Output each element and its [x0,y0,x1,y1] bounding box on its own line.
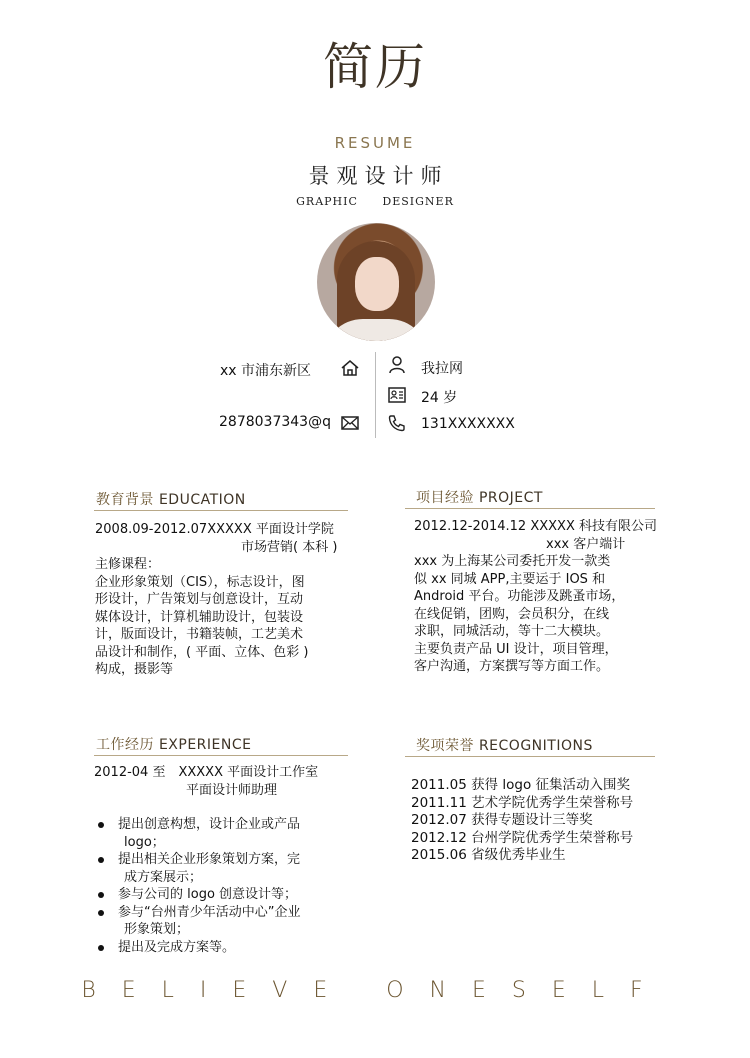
experience-bullets [94,816,354,956]
job-title-en: GRAPHIC DESIGNER [296,195,454,208]
education-course-6: 构成，摄影等 [95,662,174,677]
id-card-icon [387,385,407,405]
project-rule [405,508,655,509]
project-line2: xxx 客户端计 [546,536,626,552]
contact-age: 24 岁 [421,390,458,406]
experience-line1: 2012-04 至 XXXXX 平面设计工作室 [94,765,319,780]
experience-title-en: EXPERIENCE [158,737,252,753]
recognition-item: 2015.06 省级优秀毕业生 [411,847,566,863]
project-title-cn: 项目经验 [416,490,474,506]
project-desc-5: 求职，同城活动，等十二大模块。 [414,624,610,639]
contact-name: 我拉网 [421,361,463,377]
recognition-item: 2012.12 台州学院优秀学生荣誉称号 [411,829,634,846]
education-body [95,521,353,679]
education-course-label: 主修课程： [95,557,161,572]
project-line1: 2012.12-2014.12 XXXXX 科技有限公司 [414,519,658,534]
education-rule [94,510,348,511]
avatar-photo [317,223,435,341]
education-title-en: EDUCATION [158,492,246,508]
recognitions-title-en: RECOGNITIONS [478,738,593,754]
contact-divider [375,352,376,438]
experience-title-cn: 工作经历 [96,737,154,753]
recognitions-rule [405,756,655,757]
education-course-1: 企业形象策划（CIS），标志设计，图 [95,574,305,590]
education-title-cn: 教育背景 [96,492,154,508]
project-body [414,518,664,676]
experience-rule [94,755,348,756]
education-line1: 2008.09-2012.07XXXXX 平面设计学院 [95,522,334,537]
recognition-item: 2012.07 获得专题设计三等奖 [411,812,593,828]
home-icon [340,358,360,378]
project-desc-4: 在线促销，团购，会员积分，在线 [414,606,610,622]
education-title [96,489,246,509]
education-line2: 市场营销( 本科 ) [241,539,338,555]
contact-phone: 131XXXXXXX [421,416,515,432]
education-course-3: 媒体设计，计算机辅助设计，包装设 [95,609,304,625]
recognitions-list [411,777,661,865]
recognitions-title-cn: 奖项荣誉 [416,738,474,754]
recognition-item: 2011.05 获得 logo 征集活动入围奖 [411,777,631,793]
education-course-5: 品设计和制作，( 平面、立体、色彩 ) [95,644,309,660]
recognitions-title [416,735,593,755]
project-title [416,487,543,507]
list-item: 参与公司的 logo 创意设计等； [94,886,354,904]
job-title: 景观设计师 [308,164,449,188]
project-desc-2: 似 xx 同城 APP,主要运于 IOS 和 [414,571,606,587]
project-desc-1: xxx 为上海某公司委托开发一款类 [414,554,611,569]
list-item: 提出创意构想，设计企业或产品 logo； [94,816,354,851]
education-course-4: 计，版面设计，书籍装帧，工艺美术 [95,627,304,642]
contact-email: 2878037343@q [219,414,331,430]
logo-subtitle: RESUME [334,134,416,152]
experience-body [94,764,354,799]
logo-title: 简历 [323,38,427,96]
list-item: 参与“台州青少年活动中心”企业 形象策划； [94,904,354,939]
phone-icon [387,413,407,433]
experience-line2: 平面设计师助理 [186,782,278,798]
list-item: 提出相关企业形象策划方案，完 成方案展示； [94,851,354,886]
footer-motto: BELIEVE ONESELF [81,978,669,1003]
contact-address: xx 市浦东新区 [220,363,312,379]
experience-title [96,734,251,754]
project-title-en: PROJECT [478,490,543,506]
project-desc-3: Android 平台。功能涉及跳蚤市场， [414,589,625,604]
mail-icon [340,413,360,433]
list-item: 提出及完成方案等。 [94,939,354,957]
person-icon [387,355,407,375]
recognition-item: 2011.11 艺术学院优秀学生荣誉称号 [411,794,634,811]
education-course-2: 形设计，广告策划与创意设计，互动 [95,592,304,607]
project-desc-7: 客户沟通，方案撰写等方面工作。 [414,659,610,674]
project-desc-6: 主要负责产品 UI 设计，项目管理， [414,641,618,657]
